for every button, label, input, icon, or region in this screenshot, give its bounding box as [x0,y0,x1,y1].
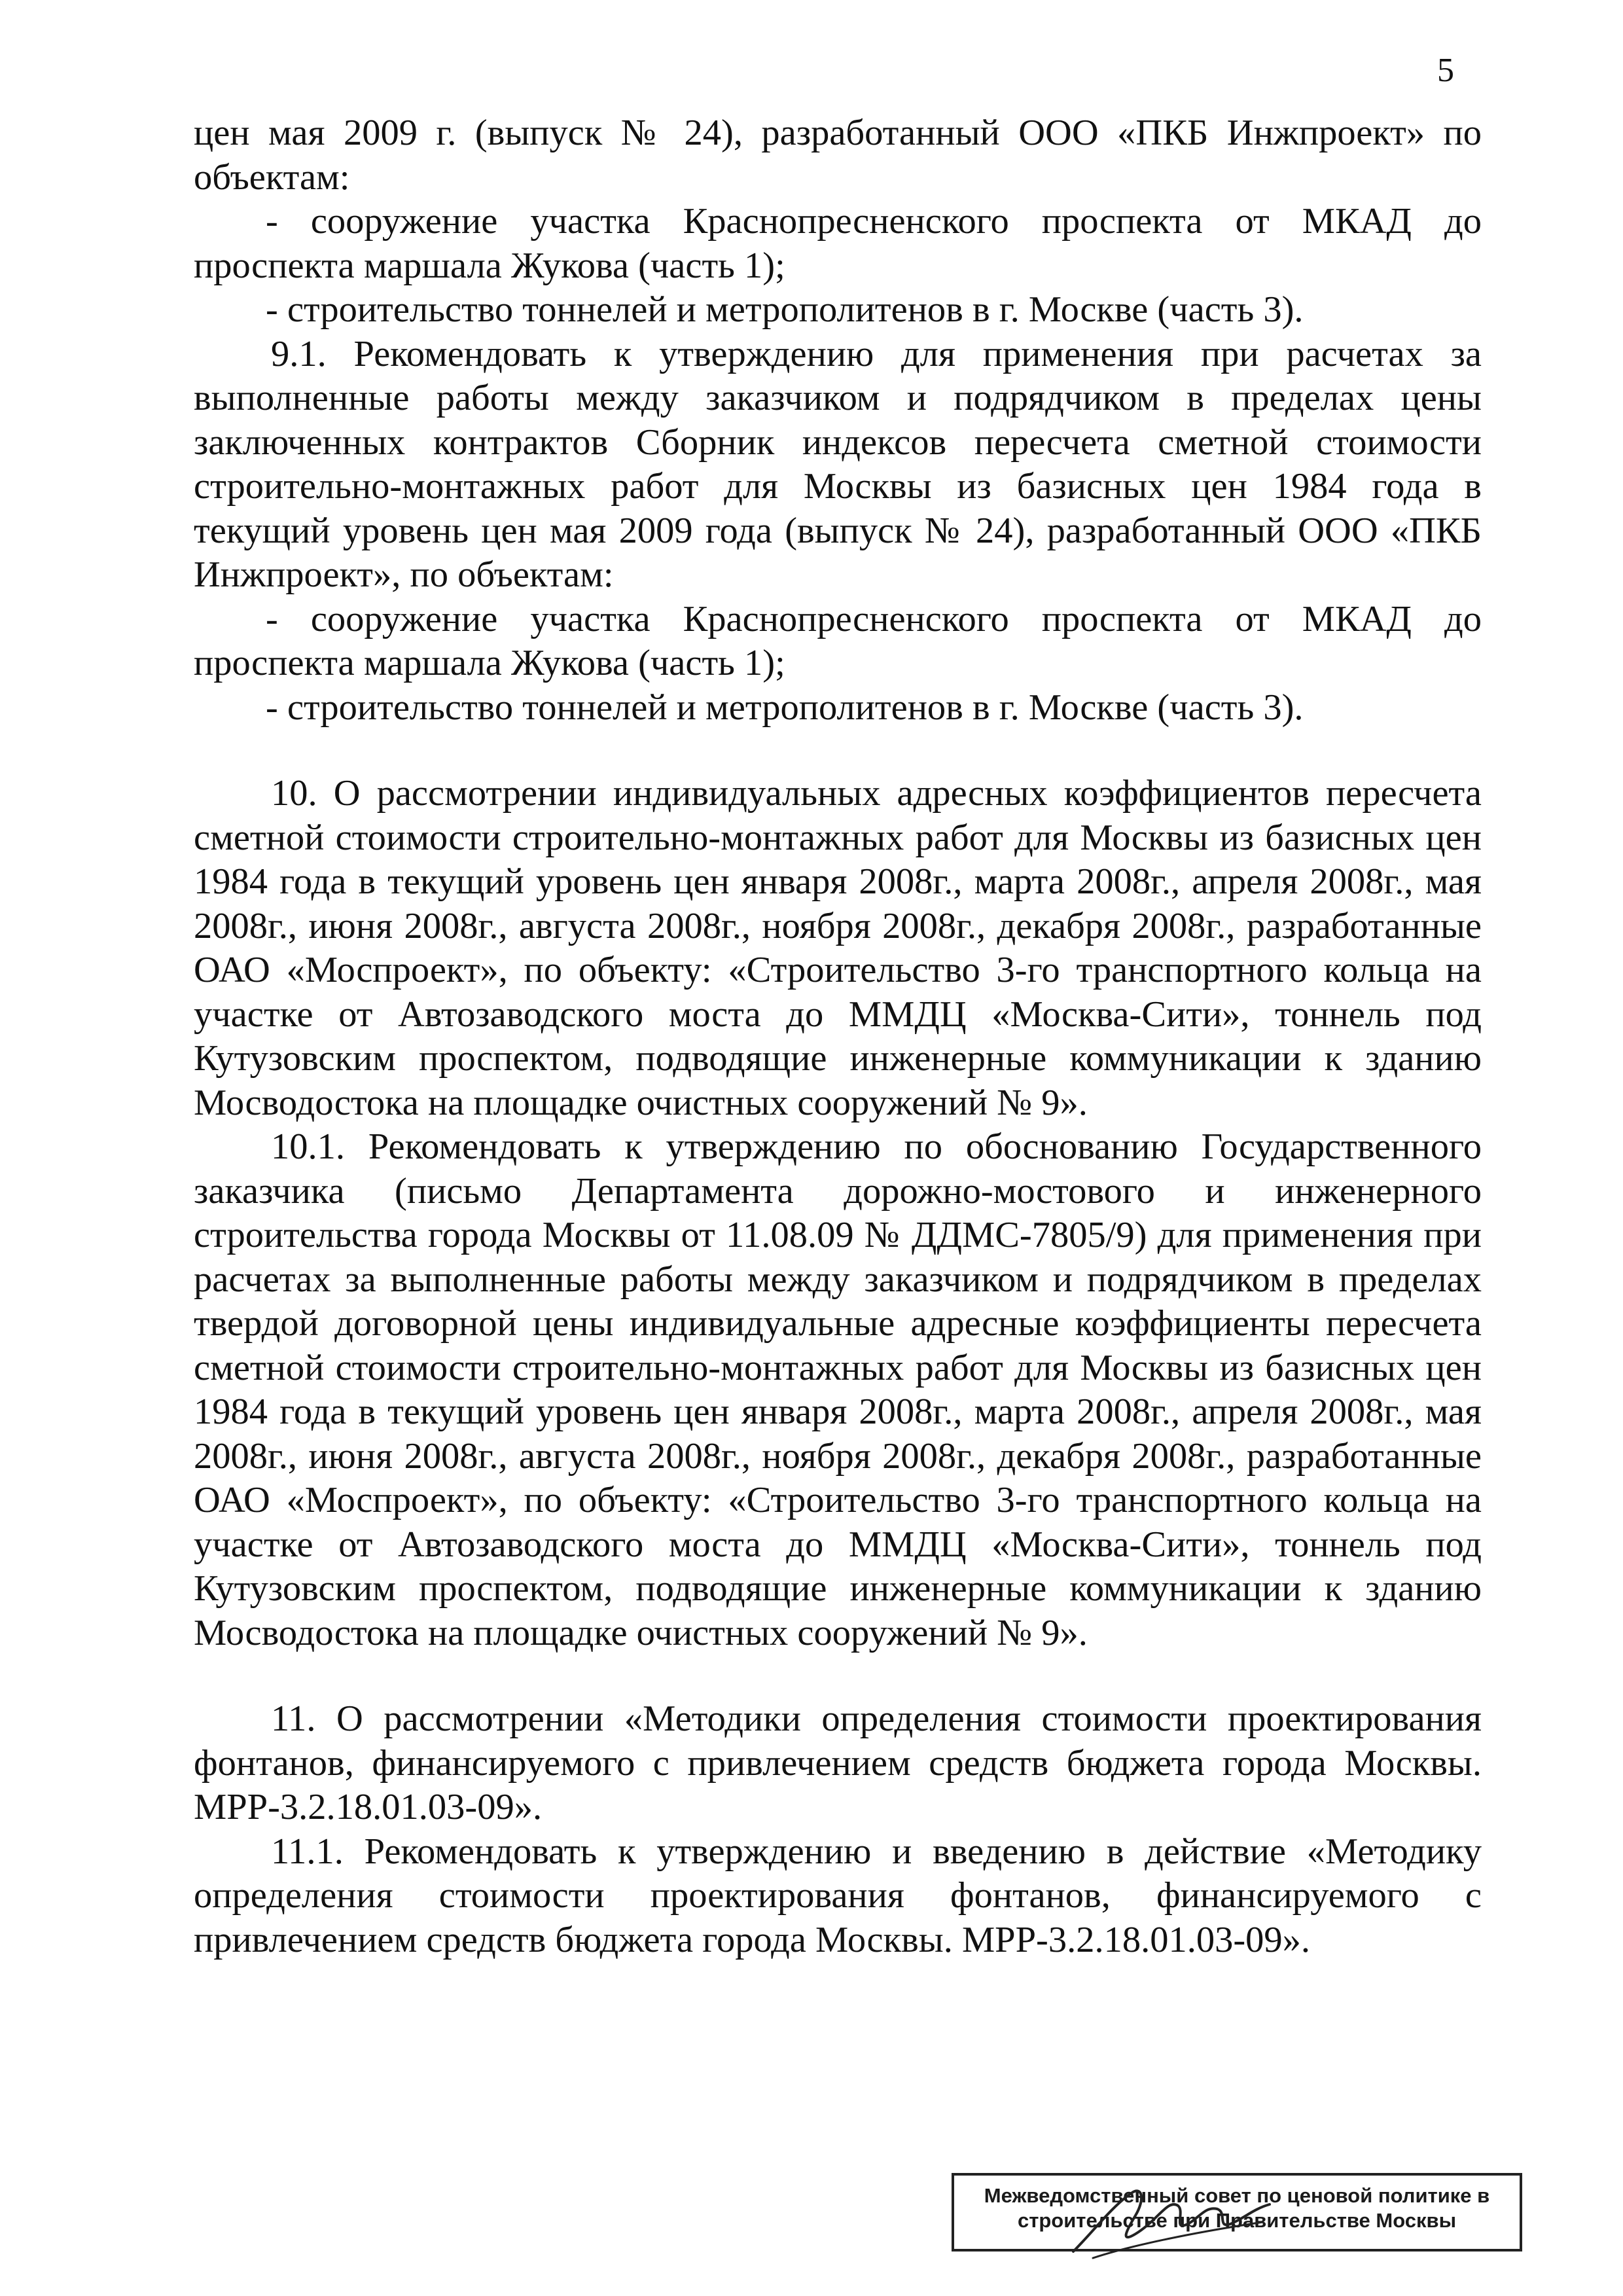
paragraph-11: 11. О рассмотрении «Методики определения стоимости проектирования фонтанов, финансируемого с привлечением средств бюджета города Москвы. МРР-3.2.18.01.03-09». [194,1698,1482,1827]
stamp-line-1: Межведомственный совет по ценовой политике в [984,2184,1490,2207]
page-number: 5 [1437,52,1454,89]
council-stamp [952,2173,1522,2251]
stamp-line-2: строительстве при Правительстве Москвы [1017,2209,1457,2232]
paragraph-continuation: цен мая 2009 г. (выпуск № 24), разработанный ООО «ПКБ Инжпроект» по объектам: [194,113,1482,198]
list-item-object-2: - строительство тоннелей и метрополитенов в г. Москве (часть 3). [266,289,1304,330]
paragraph-10: 10. О рассмотрении индивидуальных адресных коэффициентов пересчета сметной стоимости строительно-монтажных работ для Москвы из базисных цен 1984 года в текущий уровень цен января 2008г., марта 2008г., апреля 2008г., мая 2008г., июня 2008г., августа 2008г., ноября 2008г., декабря 2008г., разработанные ОАО «Моспроект», по объекту: «Строительство 3-го транспортного кольца на участке от Автозаводского моста до ММДЦ «Москва-Сити», тоннель под Кутузовским проспектом, подводящие инженерные коммуникации к зданию Мосводостока на площадке очистных сооружений № 9». [194,773,1482,1123]
paragraph-11-1: 11.1. Рекомендовать к утверждению и введению в действие «Методику определения стоимости проектирования фонтанов, финансируемого с привлечением средств бюджета города Москвы. МРР-3.2.18.01.03-09». [194,1831,1482,1960]
list-item-object-1: - сооружение участка Краснопресненского проспекта от МКАД до проспекта маршала Жукова (часть 1); [194,201,1482,286]
paragraph-10-1: 10.1. Рекомендовать к утверждению по обоснованию Государственного заказчика (письмо Департамента дорожно-мостового и инженерного строительства города Москвы от 11.08.09 № ДДМС-7805/9) для применения при расчетах за выполненные работы между заказчиком и подрядчиком в пределах твердой договорной цены индивидуальные адресные коэффициенты пересчета сметной стоимости строительно-монтажных работ для Москвы из базисных цен 1984 года в текущий уровень цен января 2008г., марта 2008г., апреля 2008г., мая 2008г., июня 2008г., августа 2008г., ноября 2008г., декабря 2008г., разработанные ОАО «Моспроект», по объекту: «Строительство 3-го транспортного кольца на участке от Автозаводского моста до ММДЦ «Москва-Сити», тоннель под Кутузовским проспектом, подводящие инженерные коммуникации к зданию Мосводостока на площадке очистных сооружений № 9». [194,1126,1482,1653]
document-body [194,111,1482,1962]
list-item-object-4: - строительство тоннелей и метрополитенов в г. Москве (часть 3). [266,687,1304,728]
paragraph-9-1: 9.1. Рекомендовать к утверждению для применения при расчетах за выполненные работы между заказчиком и подрядчиком в пределах цены заключенных контрактов Сборник индексов пересчета сметной стоимости строительно-монтажных работ для Москвы из базисных цен 1984 года в текущий уровень цен мая 2009 года (выпуск № 24), разработанный ООО «ПКБ Инжпроект», по объектам: [194,333,1482,595]
list-item-object-3: - сооружение участка Краснопресненского проспекта от МКАД до проспекта маршала Жукова (часть 1); [194,598,1482,683]
